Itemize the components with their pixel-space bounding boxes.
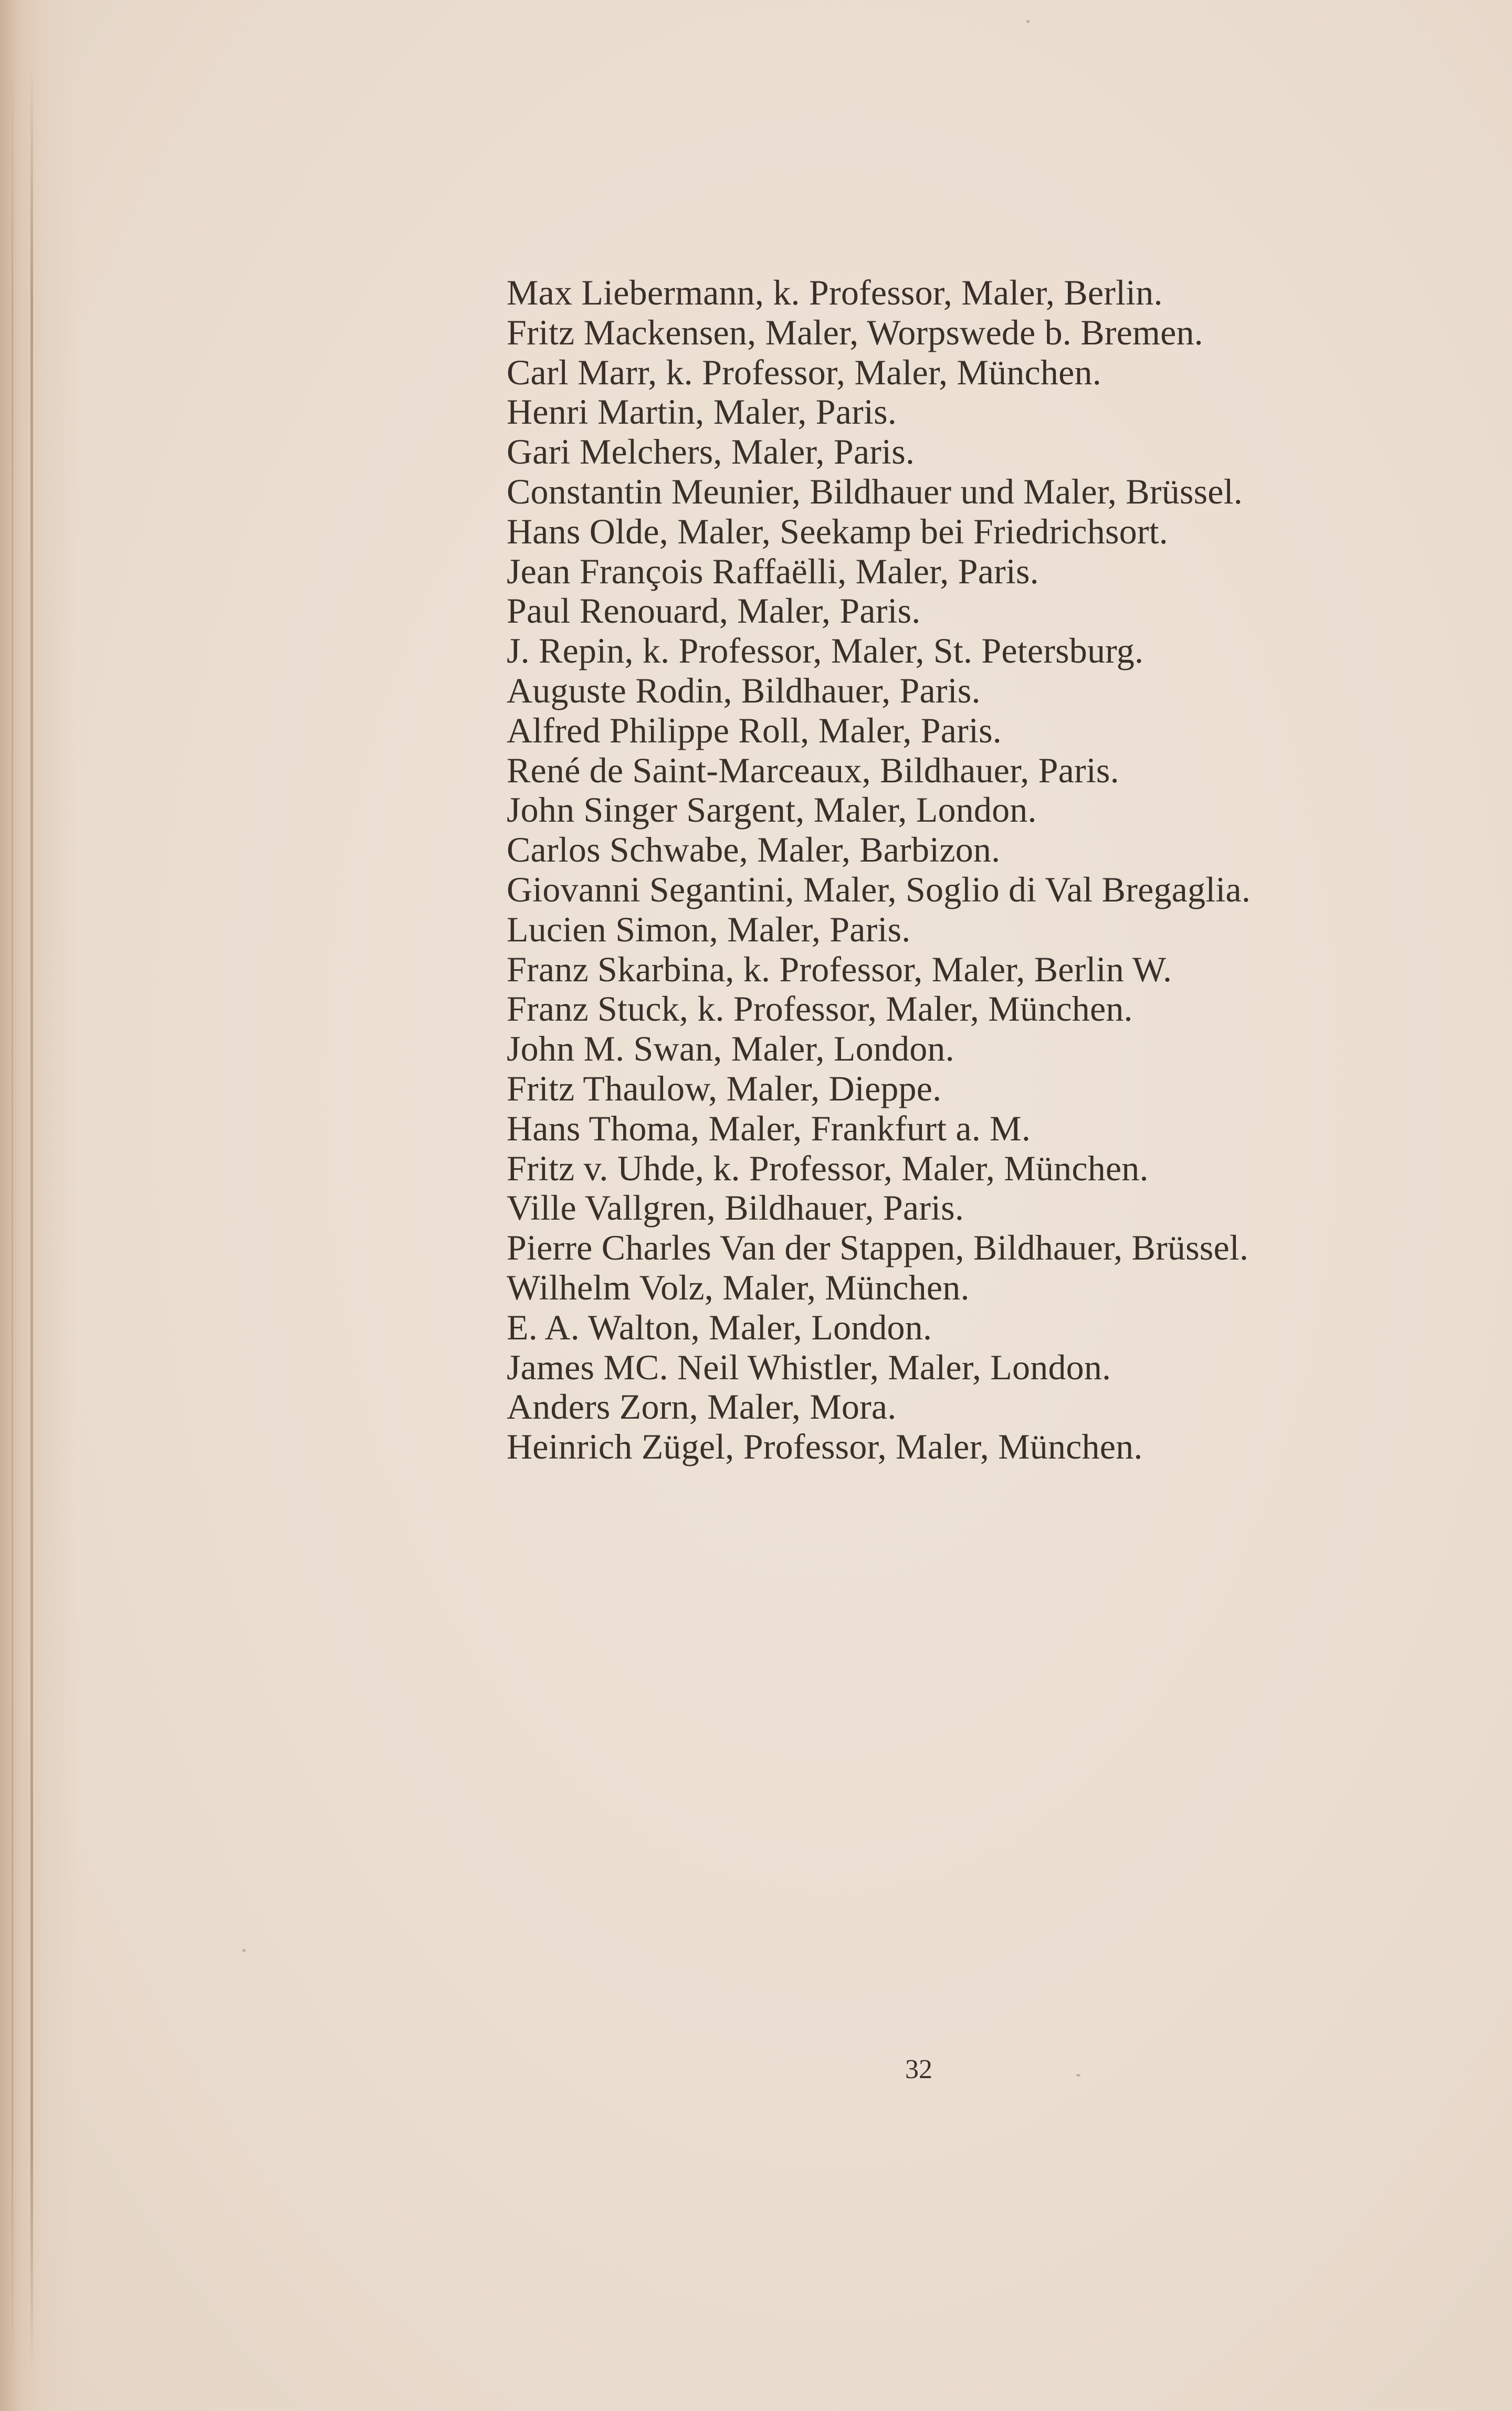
paper-speck	[1026, 20, 1030, 23]
list-item: Carl Marr, k. Professor, Maler, München.	[507, 352, 1101, 392]
list-item: Alfred Philippe Roll, Maler, Paris.	[507, 710, 1002, 750]
binding-crease	[30, 63, 33, 2373]
list-item: E. A. Walton, Maler, London.	[507, 1307, 932, 1347]
list-item: Anders Zorn, Maler, Mora.	[507, 1387, 897, 1427]
list-item: Max Liebermann, k. Professor, Maler, Berlin.	[507, 272, 1163, 312]
page-number: 32	[905, 2054, 932, 2084]
list-item: Jean François Raffaëlli, Maler, Paris.	[507, 551, 1039, 591]
list-item: Constantin Meunier, Bildhauer und Maler, Brüssel.	[507, 471, 1243, 511]
list-item: Wilhelm Volz, Maler, München.	[507, 1267, 970, 1307]
list-item: Hans Thoma, Maler, Frankfurt a. M.	[507, 1108, 1031, 1148]
list-item: John M. Swan, Maler, London.	[507, 1029, 954, 1069]
list-item: René de Saint-Marceaux, Bildhauer, Paris.	[507, 750, 1119, 790]
list-item: Fritz Mackensen, Maler, Worpswede b. Bremen.	[507, 312, 1203, 352]
list-item: Ville Vallgren, Bildhauer, Paris.	[507, 1188, 964, 1228]
list-item: Henri Martin, Maler, Paris.	[507, 392, 897, 432]
list-item: Lucien Simon, Maler, Paris.	[507, 909, 911, 949]
list-item: Giovanni Segantini, Maler, Soglio di Val Bregaglia.	[507, 869, 1251, 909]
list-item: Hans Olde, Maler, Seekamp bei Friedrichsort.	[507, 511, 1168, 551]
list-item: Pierre Charles Van der Stappen, Bildhauer, Brüssel.	[507, 1228, 1249, 1268]
list-item: J. Repin, k. Professor, Maler, St. Petersburg.	[507, 631, 1144, 671]
list-item: John Singer Sargent, Maler, London.	[507, 790, 1037, 830]
list-item: Carlos Schwabe, Maler, Barbizon.	[507, 830, 1001, 870]
list-item: Heinrich Zügel, Professor, Maler, München.	[507, 1427, 1143, 1467]
list-item: Fritz v. Uhde, k. Professor, Maler, München.	[507, 1148, 1149, 1188]
paper-speck	[1076, 2074, 1080, 2077]
list-item: Gari Melchers, Maler, Paris.	[507, 432, 915, 472]
paper-speck	[243, 1949, 246, 1952]
list-item: James MC. Neil Whistler, Maler, London.	[507, 1347, 1111, 1387]
artist-list	[507, 273, 1399, 1467]
list-item: Auguste Rodin, Bildhauer, Paris.	[507, 670, 981, 710]
list-item: Franz Skarbina, k. Professor, Maler, Berlin W.	[507, 949, 1172, 989]
binding-crease-outer	[12, 63, 13, 2373]
list-item: Franz Stuck, k. Professor, Maler, München.	[507, 989, 1133, 1029]
list-item: Paul Renouard, Maler, Paris.	[507, 591, 921, 631]
list-item: Fritz Thaulow, Maler, Dieppe.	[507, 1068, 942, 1108]
